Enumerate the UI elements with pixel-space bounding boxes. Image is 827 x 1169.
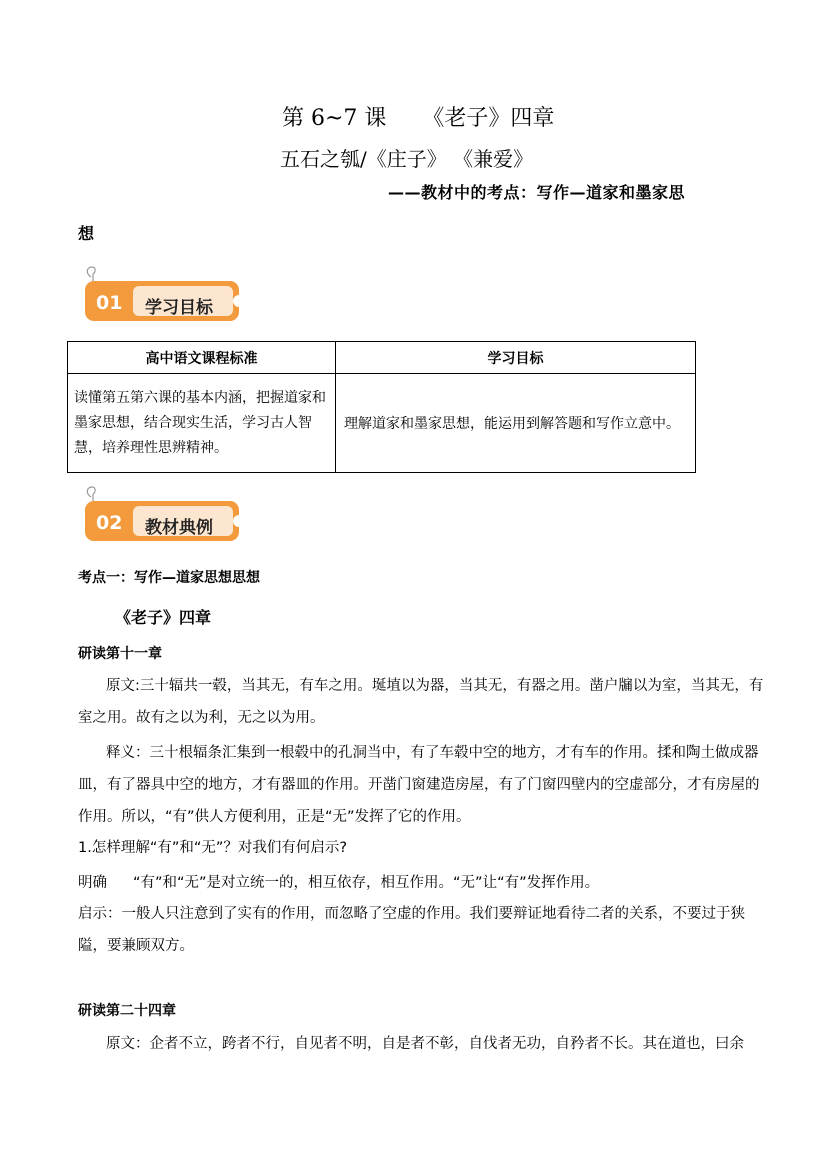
question-1: 1.怎样理解“有”和“无”？对我们有何启示?	[78, 840, 348, 856]
topic-line-2: 想	[78, 224, 95, 243]
section-badge-objectives	[83, 265, 245, 323]
ming-text: “有”和“无”是对立统一的，相互依存，相互作用。“无”让“有”发挥作用。	[133, 875, 600, 891]
chapter24-heading: 研读第二十四章	[78, 1003, 176, 1019]
table-header-standard: 高中语文课程标准	[68, 342, 336, 374]
badge-number: 02	[96, 512, 123, 534]
lesson-title	[282, 101, 554, 132]
chapter24-original: 原文：企者不立，跨者不行，自见者不明，自是者不彰，自伐者无功，自矜者不长。其在道也，曰余	[106, 1036, 744, 1052]
lesson-number: 第 6~7 课	[282, 106, 387, 131]
topic-line-1: ——教材中的考点：写作—道家和墨家思	[388, 183, 686, 202]
badge-label: 教材典例	[145, 518, 213, 538]
kaodian-heading: 考点一：写作—道家思想思想	[78, 570, 260, 586]
book-title: 《老子》四章	[115, 608, 212, 627]
section-badge-examples	[83, 485, 245, 543]
badge-label: 学习目标	[145, 298, 213, 318]
table-cell-standard: 读懂第五第六课的基本内涵，把握道家和墨家思想，结合现实生活，学习古人智慧，培养理性思辨精神。	[68, 374, 336, 473]
qishi-paragraph: 启示：一般人只注意到了实有的作用，而忽略了空虚的作用。我们要辩证地看待二者的关系，不要过于狭隘，要兼顾双方。	[78, 906, 745, 954]
table-row	[68, 374, 696, 473]
answer-line	[78, 871, 599, 892]
table-header-goal: 学习目标	[336, 342, 696, 374]
ming-label: 明确	[78, 875, 107, 891]
goals-table	[67, 341, 696, 473]
badge-number: 01	[96, 292, 123, 314]
chapter11-original: 原文:三十辐共一毂，当其无，有车之用。埏埴以为器，当其无，有器之用。凿户牖以为室，当其无，有室之用。故有之以为利，无之以为用。	[78, 678, 764, 726]
lesson-subtitle: 五石之瓠/《庄子》 《兼爱》	[280, 147, 534, 171]
chapter11-heading: 研读第十一章	[78, 646, 162, 662]
table-header-row	[68, 342, 696, 374]
table-cell-goal: 理解道家和墨家思想，能运用到解答题和写作立意中。	[336, 374, 696, 473]
chapter-title: 《老子》四章	[422, 106, 555, 131]
chapter11-explanation: 释义：三十根辐条汇集到一根毂中的孔洞当中，有了车毂中空的地方，才有车的作用。揉和陶土做成器皿，有了器具中空的地方，才有器皿的作用。开凿门窗建造房屋，有了门窗四壁内的空虚部分，才有房屋的作用。所以，“有”供人方便利用，正是“无”发挥了它的作用。	[78, 745, 760, 825]
